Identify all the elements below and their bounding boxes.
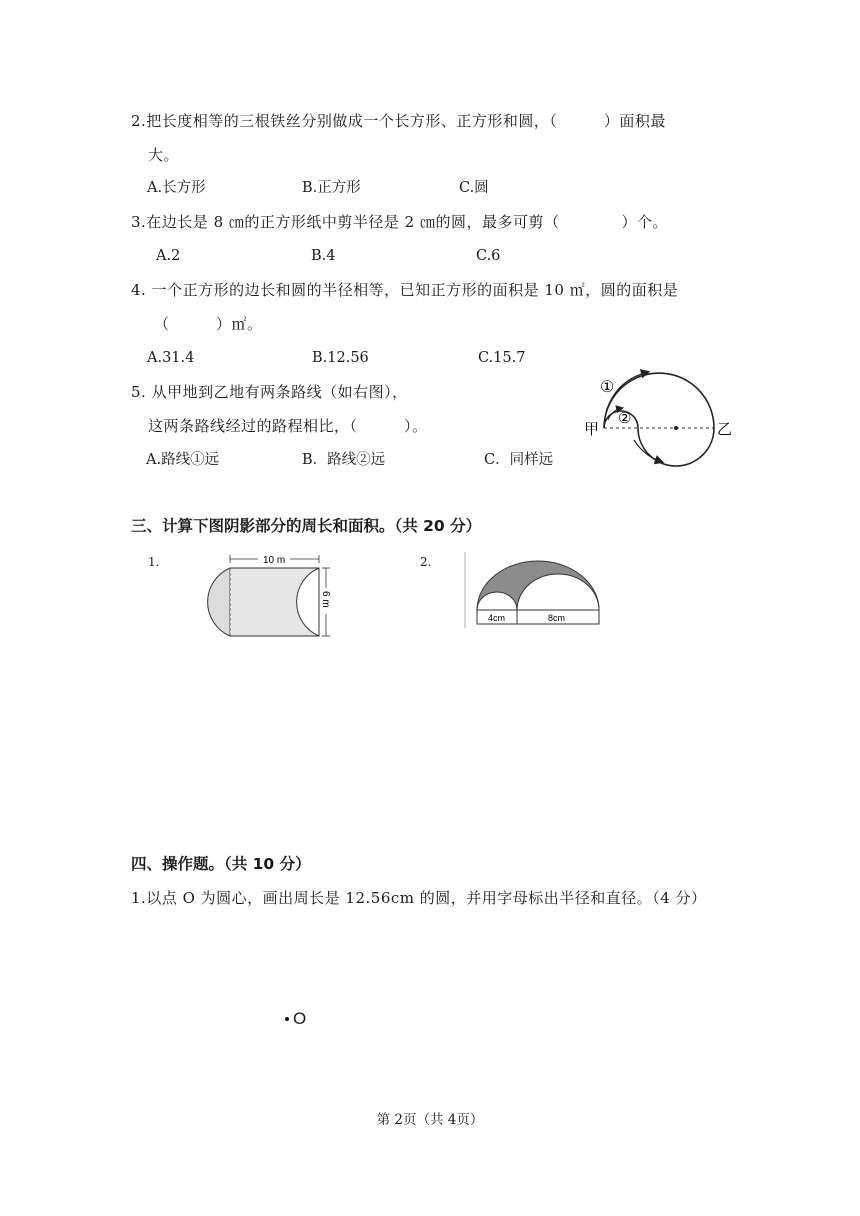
route-1-label: ①	[600, 379, 615, 396]
q3-option-a: A.2	[156, 248, 181, 264]
fig1-number: 1.	[148, 555, 160, 569]
fig2-small-label: 4cm	[488, 613, 506, 623]
q5-option-c: C．同样远	[484, 452, 554, 468]
q3-option-b: B.4	[311, 248, 336, 264]
q5-option-b: B．路线②远	[302, 452, 386, 468]
q2-option-c: C.圆	[459, 180, 489, 196]
section-4-q1: 1.以点 O 为圆心，画出周长是 12.56cm 的圆，并用字母标出半径和直径。（4 分）	[131, 889, 707, 907]
q4-text-cont: （ ）㎡。	[154, 315, 263, 333]
fig1-left-semicircle	[208, 568, 230, 636]
start-label: 甲	[584, 421, 600, 438]
q5-text-cont: 这两条路线经过的路程相比，（ ）。	[148, 417, 428, 435]
route-2-label: ②	[618, 410, 632, 427]
route-2-arrow	[634, 440, 662, 462]
center-dot	[674, 426, 678, 430]
fig2-number: 2.	[420, 555, 432, 569]
q2-option-b: B.正方形	[302, 180, 361, 196]
q2-text-cont: 大。	[148, 146, 180, 164]
q5-option-a: A.路线①远	[146, 452, 220, 468]
end-label: 乙	[717, 421, 733, 438]
q3-option-c: C.6	[476, 248, 501, 264]
point-o-dot	[285, 1017, 289, 1021]
q5-text: 5. 从甲地到乙地有两条路线（如右图），	[131, 383, 408, 401]
point-o-label: O	[293, 1009, 307, 1028]
figure-1	[198, 550, 348, 642]
fig1-width-label: 10 m	[263, 555, 286, 566]
q4-option-c: C.15.7	[478, 350, 526, 366]
q2-text: 2.把长度相等的三根铁丝分别做成一个长方形、正方形和圆，（ ）面积最	[131, 112, 666, 130]
q2-option-a: A.长方形	[147, 180, 206, 196]
q4-option-b: B.12.56	[312, 350, 369, 366]
fig1-height-label: 6 m	[320, 591, 331, 608]
figure-2	[464, 552, 604, 630]
q4-option-a: A.31.4	[147, 350, 195, 366]
route-figure	[582, 362, 742, 472]
page-footer: 第 2页（共 4页）	[376, 1112, 484, 1128]
section-4-heading: 四、操作题。（共 10 分）	[131, 855, 311, 873]
q3-text: 3.在边长是 8 ㎝的正方形纸中剪半径是 2 ㎝的圆，最多可剪（ ）个。	[131, 213, 668, 231]
section-3-heading: 三、计算下图阴影部分的周长和面积。（共 20 分）	[131, 517, 482, 535]
fig2-large-label: 8cm	[548, 613, 566, 623]
q4-text: 4. 一个正方形的边长和圆的半径相等，已知正方形的面积是 10 ㎡，圆的面积是	[131, 281, 679, 299]
